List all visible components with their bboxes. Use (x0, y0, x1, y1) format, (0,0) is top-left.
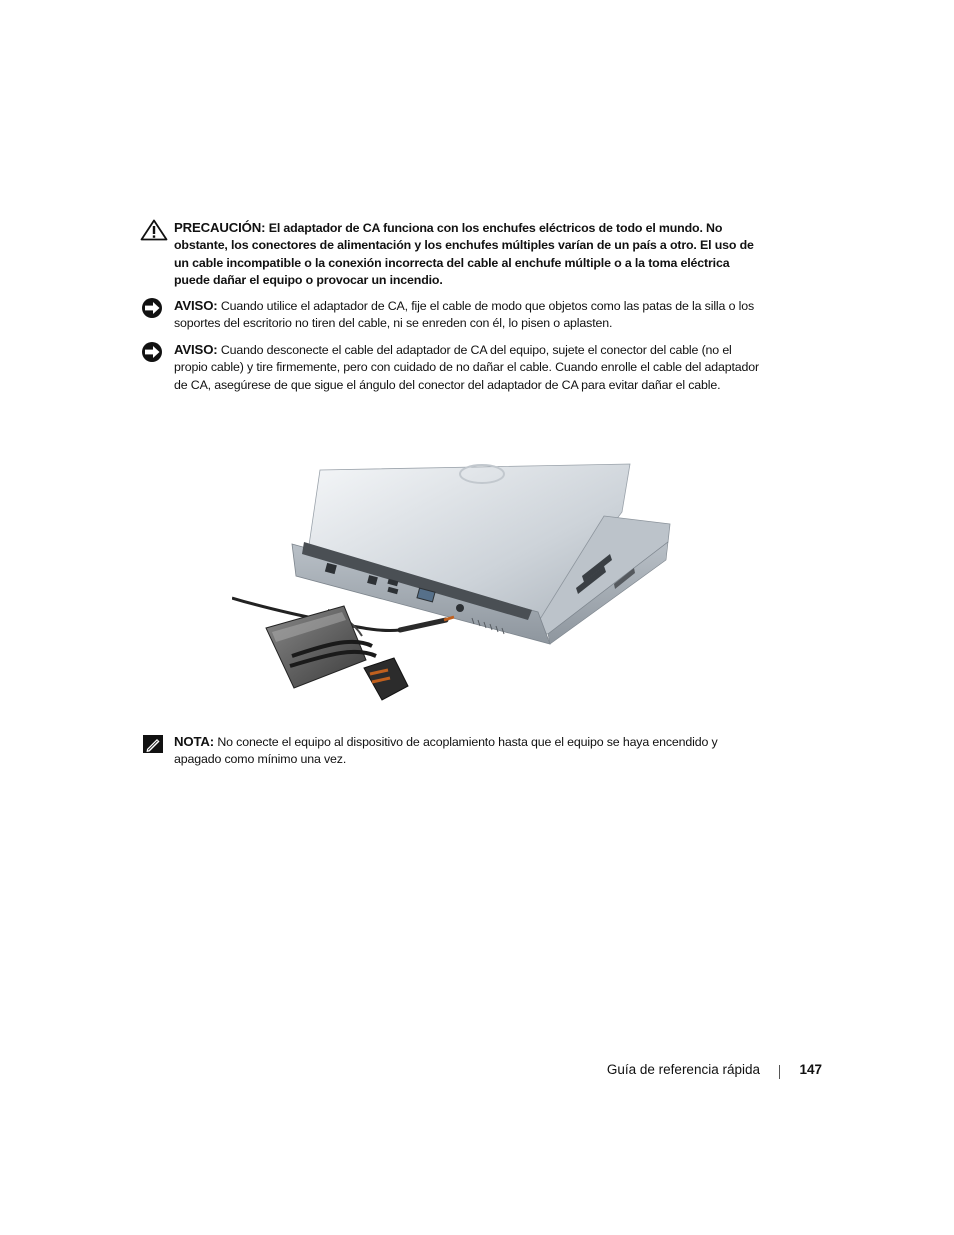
nota-label: NOTA: (174, 734, 215, 749)
footer-title: Guía de referencia rápida (606, 1062, 760, 1077)
notice-1-text: Cuando utilice el adaptador de CA, fije el cable de modo que objetos como las patas de la silla o los soportes del escritorio no tiren del cable, ni se enreden con él, lo pisen o aplasten. (174, 299, 754, 331)
caution-label: PRECAUCIÓN: (174, 220, 266, 235)
notice-note-1 (140, 297, 760, 333)
notice-2-text: Cuando desconecte el cable del adaptador de CA del equipo, sujete el conector del cable (no el propio cable) y tire firmemente, pero con cuidado de no dañar el cable. Cuando enrolle el cable del adaptador de CA, asegúrese de que sigue el ángulo del conector del adaptador de CA para evitar dañar el cable. (174, 343, 759, 392)
notice-arrow-icon (140, 341, 166, 368)
notice-2-label: AVISO: (174, 342, 218, 357)
notice-arrow-icon (140, 297, 166, 324)
notice-note-2 (140, 341, 760, 394)
page-footer (560, 1062, 822, 1082)
laptop-ac-adapter-illustration (232, 460, 674, 710)
nota-text: No conecte el equipo al dispositivo de acoplamiento hasta que el equipo se haya encendido y apagado como mínimo una vez. (174, 735, 718, 767)
caution-text: El adaptador de CA funciona con los enchufes eléctricos de todo el mundo. No obstante, los conectores de alimentación y los enchufes múltiples varían de un país a otro. El uso de un cable incompatible o la conexión incorrecta del cable al enchufe múltiple o a la toma eléctrica puede dañar el equipo o provocar un incendio. (174, 221, 754, 288)
notice-1-label: AVISO: (174, 298, 218, 313)
nota-note (140, 733, 760, 769)
warning-triangle-icon (140, 219, 168, 246)
note-pencil-icon (140, 733, 166, 760)
caution-note (140, 219, 760, 290)
footer-divider (779, 1065, 780, 1079)
page-number: 147 (799, 1062, 822, 1077)
